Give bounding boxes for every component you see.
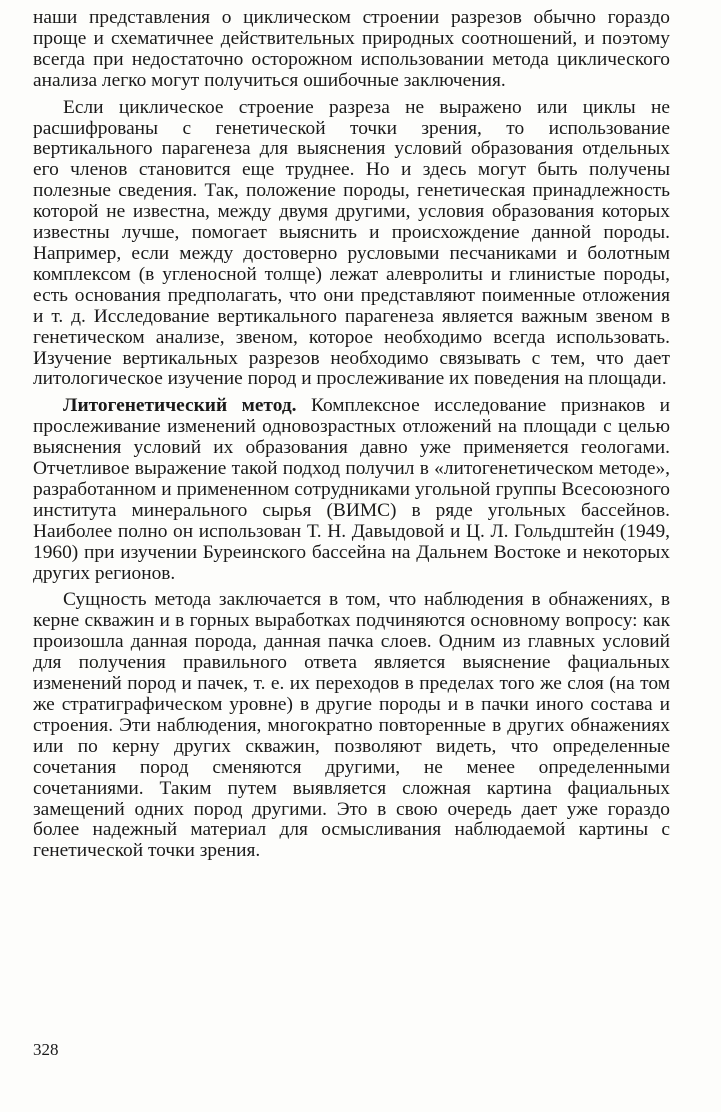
paragraph-1: наши представления о циклическом строении разрезов обычно гораздо проще и схематичнее действительных природных соотношений, и поэтому всегда при недостаточно осторожном использовании метода циклического анализа легко могут получиться ошибочные заключения. <box>33 7 670 91</box>
paragraph-3 <box>33 396 670 584</box>
paragraph-2: Если циклическое строение разреза не выражено или циклы не расшифрованы с генетической точки зрения, то использование вертикального парагенеза для выяснения условий образования отдельных его членов становится еще труднее. Но и здесь могут быть получены полезные сведения. Так, положение породы, генетическая принадлежность которой не известна, между двумя другими, условия образования которых известны лучше, помогает выяснить и происхождение данной породы. Например, если между достоверно русловыми песчаниками и болотным комплексом (в угленосной толще) лежат алевролиты и глинистые породы, есть основания предполагать, что они представляют поименные отложения и т. д. Исследование вертикального парагенеза является важным звеном в генетическом анализе, звеном, которое необходимо всегда использовать. Изучение вертикальных разрезов необходимо связывать с тем, что дает литологическое изучение пород и прослеживание их поведения на площади. <box>33 96 670 390</box>
paragraph-3-text: Комплексное исследование признаков и прослеживание изменений одновозрастных отложений на площади с целью выяснения условий их образования давно уже применяется геологами. Отчетливое выражение такой подход получил в «литогенетическом методе», разработанном и примененном сотрудниками угольной группы Всесоюзного института минерального сырья (ВИМС) в ряде угольных бассейнов. Наиболее полно он использован Т. Н. Давыдовой и Ц. Л. Гольдштейн (1949, 1960) при изучении Буреинского бассейна на Дальнем Востоке и некоторых других регионов. <box>33 395 670 584</box>
page-number: 328 <box>33 1040 59 1059</box>
section-heading-inline: Литогенетический метод. <box>63 395 297 417</box>
paragraph-4: Сущность метода заключается в том, что наблюдения в обнажениях, в керне скважин и в горных выработках подчиняются основному вопросу: как произошла данная порода, данная пачка слоев. Одним из главных условий для получения правильного ответа является выяснение фациальных изменений пород и пачек, т. е. их переходов в пределах того же слоя (на том же стратиграфическом уровне) в другие породы и в пачки иного состава и строения. Эти наблюдения, многократно повторенные в других обнажениях или по керну других скважин, позволяют видеть, что определенные сочетания пород сменяются другими, не менее определенными сочетаниями. Таким путем выявляется сложная картина фациальных замещений одних пород другими. Это в свою очередь дает уже гораздо более надежный материал для осмысливания наблюдаемой картины с генетической точки зрения. <box>33 589 670 862</box>
body-text <box>33 8 670 868</box>
